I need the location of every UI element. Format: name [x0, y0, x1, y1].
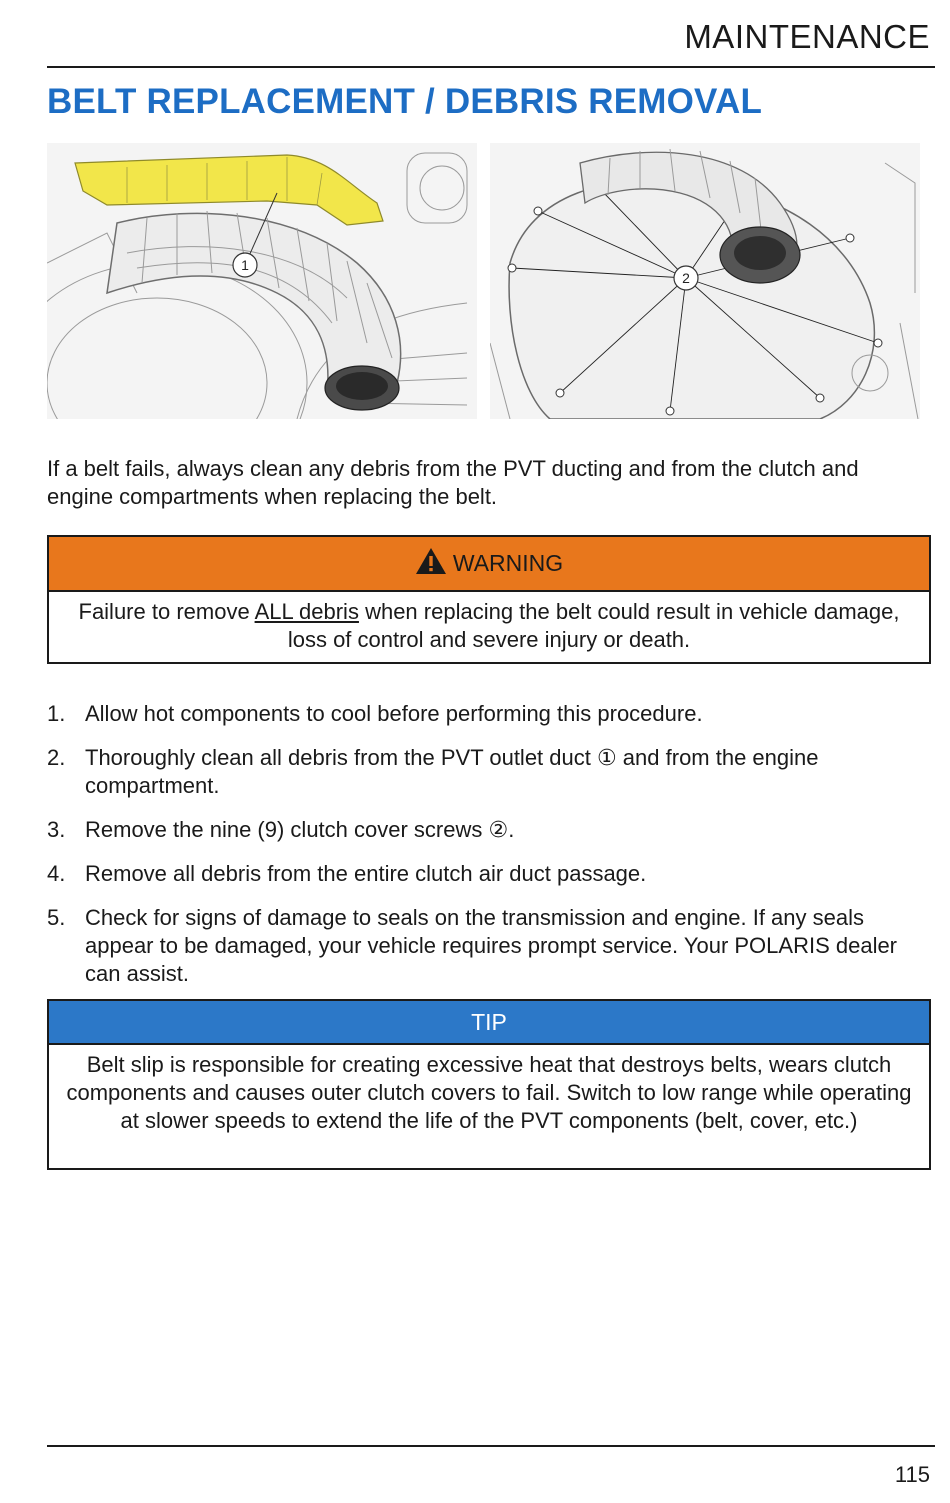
page-title: BELT REPLACEMENT / DEBRIS REMOVAL [47, 82, 763, 121]
figure-clutch-cover [490, 143, 920, 419]
step-number: 1. [47, 701, 66, 726]
section-header: MAINTENANCE [684, 18, 930, 55]
step-text: Remove all debris from the entire clutch air duct passage. [85, 861, 647, 886]
procedure-steps [47, 700, 927, 1004]
clutch-cover-illustration [490, 143, 920, 419]
duct-illustration [47, 143, 477, 419]
step-number: 4. [47, 861, 66, 886]
warning-label: WARNING [452, 550, 564, 576]
step-text: Thoroughly clean all debris from the PVT outlet duct ① and from the engine compartment. [85, 745, 819, 798]
warning-text-underlined: ALL debris [254, 599, 359, 624]
step-number: 3. [47, 817, 66, 842]
tip-label: TIP [471, 1008, 507, 1035]
warning-header [49, 537, 929, 590]
step-3 [47, 816, 927, 844]
callout-2-label: 2 [682, 270, 690, 286]
step-text: Allow hot components to cool before performing this procedure. [85, 701, 703, 726]
callout-1-label: 1 [241, 257, 249, 273]
figure-pvt-outlet-duct [47, 143, 477, 419]
page-number: 115 [894, 1462, 930, 1487]
step-number: 5. [47, 905, 66, 930]
step-text: Check for signs of damage to seals on the transmission and engine. If any seals appear to be damaged, your vehicle requires prompt service. Your POLARIS dealer can assist. [85, 905, 898, 986]
tip-box [47, 999, 931, 1170]
bottom-divider [47, 1445, 935, 1447]
warning-text-after: when replacing the belt could result in vehicle damage, loss of control and severe injury or death. [287, 599, 900, 652]
tip-header [49, 1001, 929, 1043]
warning-triangle-icon [415, 547, 447, 581]
warning-box [47, 535, 931, 664]
tip-body: Belt slip is responsible for creating excessive heat that destroys belts, wears clutch components and causes outer clutch covers to fail. Switch to low range while operating at slower speeds to extend the life of the PVT components (belt, cover, etc.) [49, 1043, 929, 1145]
step-5 [47, 904, 927, 988]
warning-body [49, 590, 929, 664]
step-number: 2. [47, 745, 66, 770]
intro-paragraph: If a belt fails, always clean any debris from the PVT ducting and from the clutch and engine compartments when replacing the belt. [47, 456, 859, 509]
step-4 [47, 860, 927, 888]
step-2 [47, 744, 927, 800]
warning-text-before: Failure to remove [78, 599, 255, 624]
top-divider [47, 66, 935, 68]
step-text: Remove the nine (9) clutch cover screws ②. [85, 817, 515, 842]
step-1 [47, 700, 927, 728]
